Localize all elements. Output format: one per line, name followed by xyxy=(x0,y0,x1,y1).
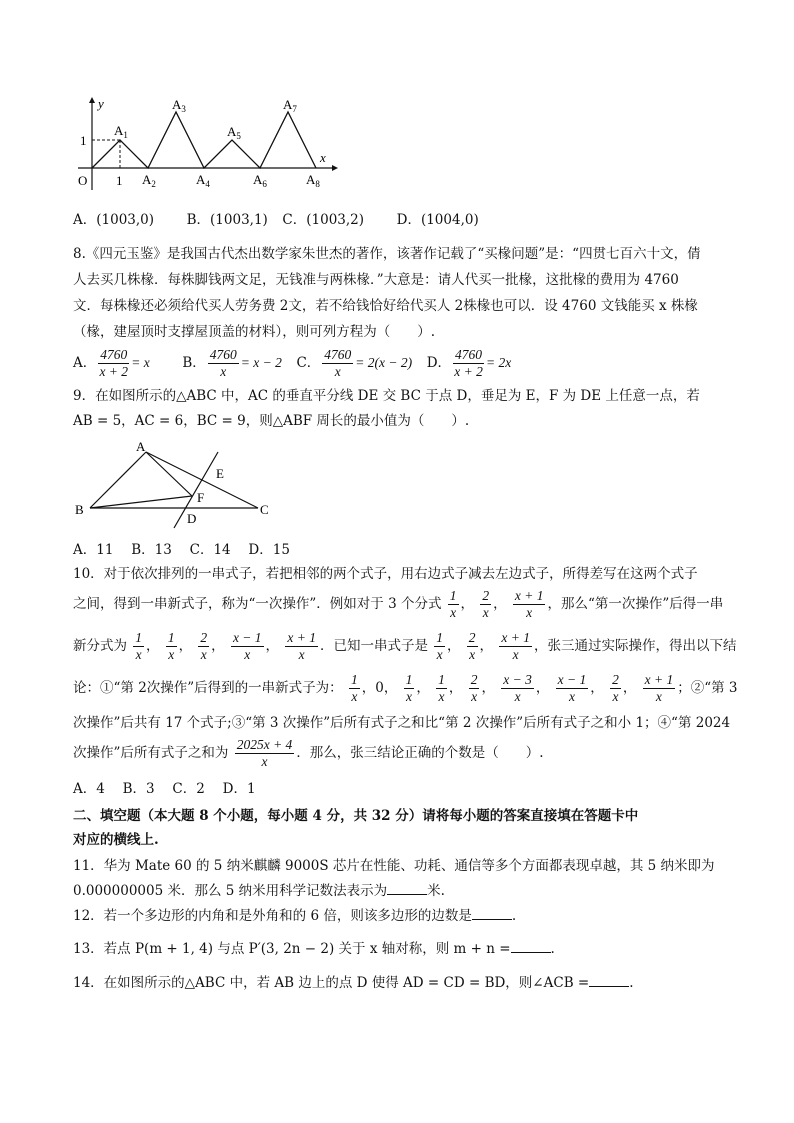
q10-line2: 之间，得到一串新式子，称为“一次操作”．例如对于 3 个分式 $\frac{1}{x}$ ， $\frac{2}{x}$ ， $\frac{x + 1}{x}$ ，那么“第一次操作”后得一串 xyxy=(73,588,724,620)
q14-answer-blank[interactable] xyxy=(589,986,629,987)
label-b: B xyxy=(75,502,84,517)
point-a7: $A_7$ xyxy=(283,97,297,114)
point-a5: $A_5$ xyxy=(227,124,241,141)
q12-answer-blank[interactable] xyxy=(472,919,512,920)
origin-label: O xyxy=(78,173,88,188)
q7-options xyxy=(73,210,479,230)
label-c: C xyxy=(260,502,269,517)
q11-line1: 11．华为 Mate 60 的 5 纳米麒麟 9000S 芯片在性能、功耗、通信等多个方面都表现卓越，其 5 纳米即为 xyxy=(73,858,715,874)
q10-line3: 新分式为 $\frac{1}{x}$ ， $\frac{1}{x}$ ， $\frac{2}{x}$ ， $\frac{x - 1}{x}$ ， $\frac{x + 1}{x}$ ．已知一串式子是 $\frac{1}{x}$ ， $\frac{2}{x}$ ， $\frac{x + 1}{x}$ ，张三通过实际操作，得出以下结 xyxy=(73,630,737,662)
q8-line3: 文．每株椽还必须给代买人劳务费 2文，若不给钱恰好给代买人 2株椽也可以．设 4760 文钱能买 x 株椽 xyxy=(73,298,698,314)
q11-answer-blank[interactable] xyxy=(387,894,427,895)
axis-x-label: x xyxy=(320,150,326,165)
q8-option-b[interactable]: B． $\frac{4760}{x}$ = x − 2 xyxy=(182,347,282,379)
q8-options xyxy=(73,344,511,382)
section2-heading-cont: 对应的横线上. xyxy=(73,832,159,848)
tick-1x: 1 xyxy=(116,173,123,188)
q8-line1: 8.《四元玉鉴》是我国古代杰出数学家朱世杰的著作，该著作记载了“买椽问题”是：“四贯七百六十文，倩 xyxy=(73,246,701,262)
point-a8: $A_8$ xyxy=(306,172,320,189)
point-a6: $A_6$ xyxy=(253,172,267,189)
q13-line: 13．若点 P(m + 1, 4) 与点 P′(3, 2n − 2) 关于 x 轴对称，则 m + n = . xyxy=(73,941,555,957)
q8-line4: （椽，建屋顶时支撑屋顶盖的材料），则可列方程为（ ）. xyxy=(73,324,436,340)
point-a4: $A_4$ xyxy=(196,172,210,189)
q9-line1: 9．在如图所示的△ABC 中，AC 的垂直平分线 DE 交 BC 于点 D，垂足为 E，F 为 DE 上任意一点，若 xyxy=(73,388,700,404)
label-a: A xyxy=(136,439,146,454)
tick-1y: 1 xyxy=(80,133,87,148)
q10-line6: 次操作”后所有式子之和为 $\frac{2025x + 4}{x}$ ．那么，张三结论正确的个数是（ ）. xyxy=(73,737,544,769)
axis-y-label: y xyxy=(98,96,104,111)
point-a3: $A_3$ xyxy=(172,97,186,114)
section2-heading: 二、填空题（本大题 8 个小题，每小题 4 分，共 32 分）请将每小题的答案直接填在答题卡中 xyxy=(73,808,639,824)
point-a1: $A_1$ xyxy=(114,123,128,140)
q9-options: A．11 B．13 C．14 D．15 xyxy=(73,542,290,558)
point-a2: $A_2$ xyxy=(142,172,156,189)
q10-line5: 次操作”后共有 17 个式子;③“第 3 次操作”后所有式子之和比“第 2 次操作”后所有式子之和小 1；④“第 2024 xyxy=(73,715,731,731)
label-d: D xyxy=(187,511,197,526)
q8-option-c[interactable]: C． $\frac{4760}{x}$ = 2(x − 2) xyxy=(296,347,413,379)
q8-option-a[interactable]: A． $\frac{4760}{x + 2}$ = x xyxy=(73,347,150,379)
q7-option-a[interactable]: A．(1003,0) xyxy=(73,212,155,228)
label-f: F xyxy=(197,490,205,505)
q12-line: 12．若一个多边形的内角和是外角和的 6 倍，则该多边形的边数是 . xyxy=(73,908,517,924)
q14-line: 14．在如图所示的△ABC 中，若 AB 边上的点 D 使得 AD = CD = BD，则∠ACB = . xyxy=(73,975,634,991)
zigzag-graph xyxy=(70,95,340,195)
q10-line4: 论：①“第 2次操作”后得到的一串新式子为： $\frac{1}{x}$ ，0， $\frac{1}{x}$ ， $\frac{1}{x}$ ， $\frac{2}{x}$ ， $\frac{x - 3}{x}$ ， $\frac{x - 1}{x}$ ， $\frac{2}{x}$ ， $\frac{x + 1}{x}$ ；②“第 3 xyxy=(73,672,738,704)
q11-line2: 0.000000005 米．那么 5 纳米用科学记数法表示为 米. xyxy=(73,883,445,899)
q8-option-d[interactable]: D． $\frac{4760}{x + 2}$ = 2x xyxy=(426,347,512,379)
q7-option-c[interactable]: C．(1003,2) xyxy=(282,212,365,228)
q13-answer-blank[interactable] xyxy=(511,952,551,953)
q8-line2: 人去买几株椽．每株脚钱两文足，无钱准与两株椽．”大意是：请人代买一批椽，这批椽的费用为 4760 xyxy=(73,272,679,288)
q7-option-b[interactable]: B．(1003,1) xyxy=(186,212,268,228)
q9-line2: AB = 5，AC = 6，BC = 9，则△ABF 周长的最小值为（ ）. xyxy=(73,413,470,429)
q7-option-d[interactable]: D．(1004,0) xyxy=(396,212,479,228)
q10-line1: 10．对于依次排列的一串式子，若把相邻的两个式子，用右边式子减去左边式子，所得差写在这两个式子 xyxy=(73,566,698,582)
triangle-figure xyxy=(70,438,280,530)
label-e: E xyxy=(216,466,224,481)
q10-options: A．4 B．3 C．2 D．1 xyxy=(73,781,256,797)
